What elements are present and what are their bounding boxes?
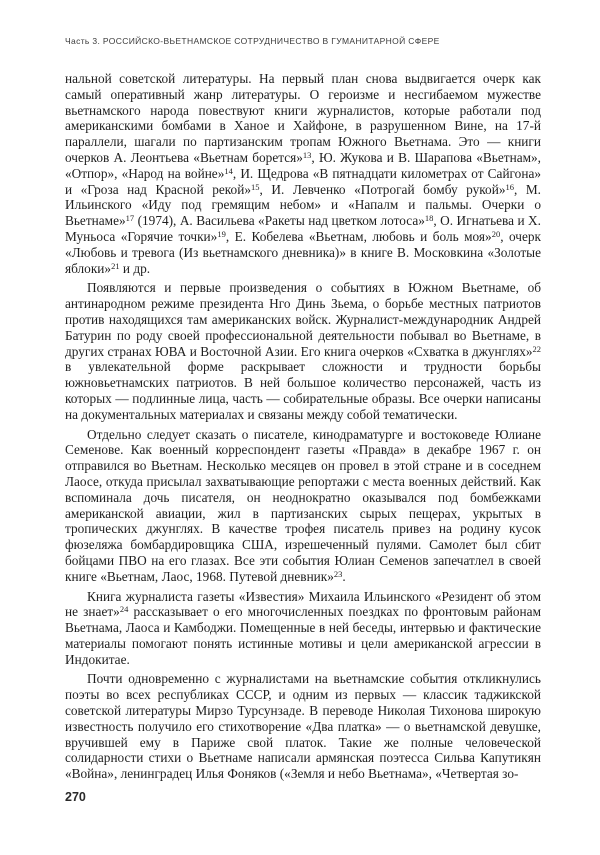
running-header: Часть 3. РОССИЙСКО-ВЬЕТНАМСКОЕ СОТРУДНИЧЕСТВО В ГУМАНИТАРНОЙ СФЕРЕ [65, 36, 440, 46]
footnote-ref: 24 [119, 604, 129, 615]
paragraph: Книга журналиста газеты «Известия» Михаила Ильинского «Резидент об этом не знает»$^{24}$ рассказывает о его многочисленных поездках по фронтовым районам Вьетнама, Лаоса и Камбоджи. Помещенные в ней беседы, интервью и фактические материалы помогают понять истинные мотивы и цели американской агрессии в Индокитае. [65, 588, 541, 667]
footnote-ref: 20 [491, 229, 501, 240]
footnote-ref: 14 [224, 165, 233, 176]
paragraph: Отдельно следует сказать о писателе, кинодраматурге и востоковеде Юлиане Семенове. Как военный корреспондент газеты «Правда» в декабре 1967 г. он отправился во Вьетнам. Несколько месяцев он провел в этой стране и в соседнем Лаосе, откуда присылал захватывающие репортажи с места военных действий. Как вспоминала дочь писателя, он неоднократно оказывался под бомбежками американской авиации, жил в партизанских сырых пещерах, укрытых в тропических джунглях. В качестве трофея писатель привез на родину кусок фюзеляжа бомбардировщика США, изрешеченный пулями. Самолет был сбит бойцами ПВО на его глазах. Все эти события Юлиан Семенов запечатлел в своей книге «Вьетнам, Лаос, 1968. Путевой дневник»$^{23}$. [65, 426, 541, 584]
footnote-ref: 15 [250, 181, 260, 192]
footnote-ref: 23 [333, 568, 343, 579]
footnote-ref: 21 [111, 260, 120, 271]
footnote-ref: 18 [424, 213, 434, 224]
footnote-ref: 22 [532, 343, 541, 354]
footnote-ref: 16 [505, 181, 514, 192]
footnote-ref: 19 [217, 229, 226, 240]
footnote-ref: 13 [302, 150, 312, 161]
paragraph: Почти одновременно с журналистами на вьетнамские события откликнулись поэты во всех республиках СССР, и одним из первых — классик таджикской советской литературы Мирзо Турсунзаде. В переводе Николая Тихонова широкую известность получило его стихотворение «Два платка» — о вьетнамской девушке, вручившей ему в Париже свой платок. Такие же полные человеческой солидарности стихи о Вьетнаме написали армянская поэтесса Сильва Капутикян «Война», ленинградец Илья Фоняков («Земля и небо Вьетнама», «Четвертая зо- [65, 671, 541, 782]
page-number: 270 [65, 790, 86, 804]
body-text [65, 71, 541, 786]
footnote-ref: 17 [125, 213, 135, 224]
paragraph: нальной советской литературы. На первый план снова выдвигается очерк как самый оперативный жанр литературы. О героизме и несгибаемом мужестве вьетнамского народа повествуют книги журналистов, которые работали под американскими бомбами в Ханое и Хайфоне, в разрушенном Вине, на 17-й параллели, шагали по партизанским тропам Южного Вьетнама. Это — книги очерков А. Леонтьева «Вьетнам борется»$^{13}$, Ю. Жукова и В. Шарапова «Вьетнам», «Отпор», «Народ на войне»$^{14}$, И. Щедрова «В пятнадцати километрах от Сайгона» и «Гроза над Красной рекой»$^{15}$, И. Левченко «Потрогай бомбу рукой»$^{16}$, М. Ильинского «Иду под гремящим небом» и «Напалм и пальмы. Очерки о Вьетнаме»$^{17}$ (1974), А. Васильева «Ракеты над цветком лотоса»$^{18}$, О. Игнатьева и Х. Муньоса «Горячие точки»$^{19}$, Е. Кобелева «Вьетнам, любовь и боль моя»$^{20}$, очерк «Любовь и тревога (Из вьетнамского дневника)» в книге В. Московкина «Золотые яблоки»$^{21}$ и др. [65, 71, 541, 276]
paragraph: Появляются и первые произведения о событиях в Южном Вьетнаме, об антинародном режиме президента Нго Динь Зьема, о борьбе местных патриотов против находящихся там американских войск. Журналист-международник Андрей Батурин по роду своей профессиональной деятельности побывал во Вьетнаме, в других странах ЮВА и Восточной Азии. Его книга очерков «Схватка в джунглях»$^{22}$ в увлекательной форме раскрывает сложности и трудности борьбы южновьетнамских патриотов. В ней большое количество персонажей, часть из которых — подлинные лица, часть — собирательные образы. Все очерки написаны на документальных материалах и связаны между собой тематически. [65, 280, 541, 422]
